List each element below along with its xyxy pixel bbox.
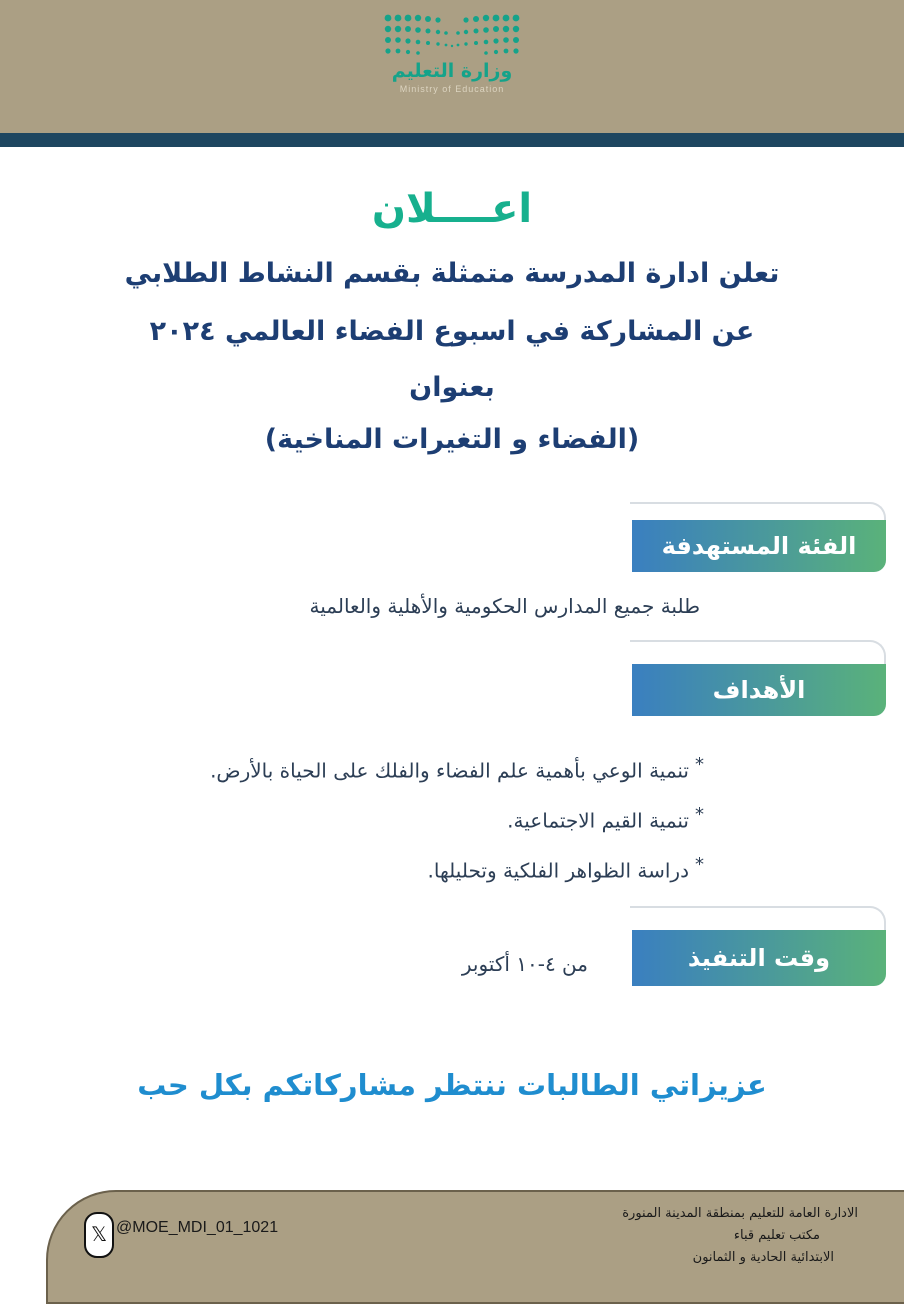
logo-english-text: Ministry of Education <box>399 84 505 94</box>
execution-time-text: من ٤-١٠ أكتوبر <box>461 952 588 976</box>
footer-line-1: الادارة العامة للتعليم بمنطقة المدينة المنورة <box>622 1206 858 1221</box>
bullet-star-icon: * <box>695 804 704 825</box>
social-handle: @MOE_MDI_01_1021 <box>116 1219 279 1236</box>
bullet-star-icon: * <box>695 854 704 875</box>
logo-dots-icon <box>382 10 522 58</box>
target-audience-text: طلبة جميع المدارس الحكومية والأهلية والعالمية <box>309 594 700 618</box>
footer-line-2: مكتب تعليم قباء <box>733 1228 820 1243</box>
title-line-2: عن المشاركة في اسبوع الفضاء العالمي ٢٠٢٤ <box>149 316 755 347</box>
execution-time-tab: وقت التنفيذ <box>632 930 886 986</box>
goal-item-2: *تنمية القيم الاجتماعية. <box>507 804 704 833</box>
title-line-4: (الفضاء و التغيرات المناخية) <box>264 424 640 455</box>
title-line-1: تعلن ادارة المدرسة متمثلة بقسم النشاط الطلابي <box>124 258 780 289</box>
ministry-logo <box>360 10 544 125</box>
target-audience-tab: الفئة المستهدفة <box>632 520 886 572</box>
closing-message: عزيزاتي الطالبات ننتظر مشاركاتكم بكل حب <box>137 1068 767 1102</box>
announcement-title: اعــــلان <box>371 186 533 232</box>
goal-item-1: *تنمية الوعي بأهمية علم الفضاء والفلك على الحياة بالأرض. <box>210 754 704 783</box>
goals-tab: الأهداف <box>632 664 886 716</box>
x-logo-icon: 𝕏 <box>84 1212 114 1258</box>
logo-arabic-text: وزارة التعليم <box>391 60 513 82</box>
header-bar <box>0 133 904 147</box>
footer-line-3: الابتدائية الحادية و الثمانون <box>692 1250 834 1265</box>
goal-item-3: *دراسة الظواهر الفلكية وتحليلها. <box>427 854 704 883</box>
bullet-star-icon: * <box>695 754 704 775</box>
title-line-3: بعنوان <box>409 372 495 403</box>
